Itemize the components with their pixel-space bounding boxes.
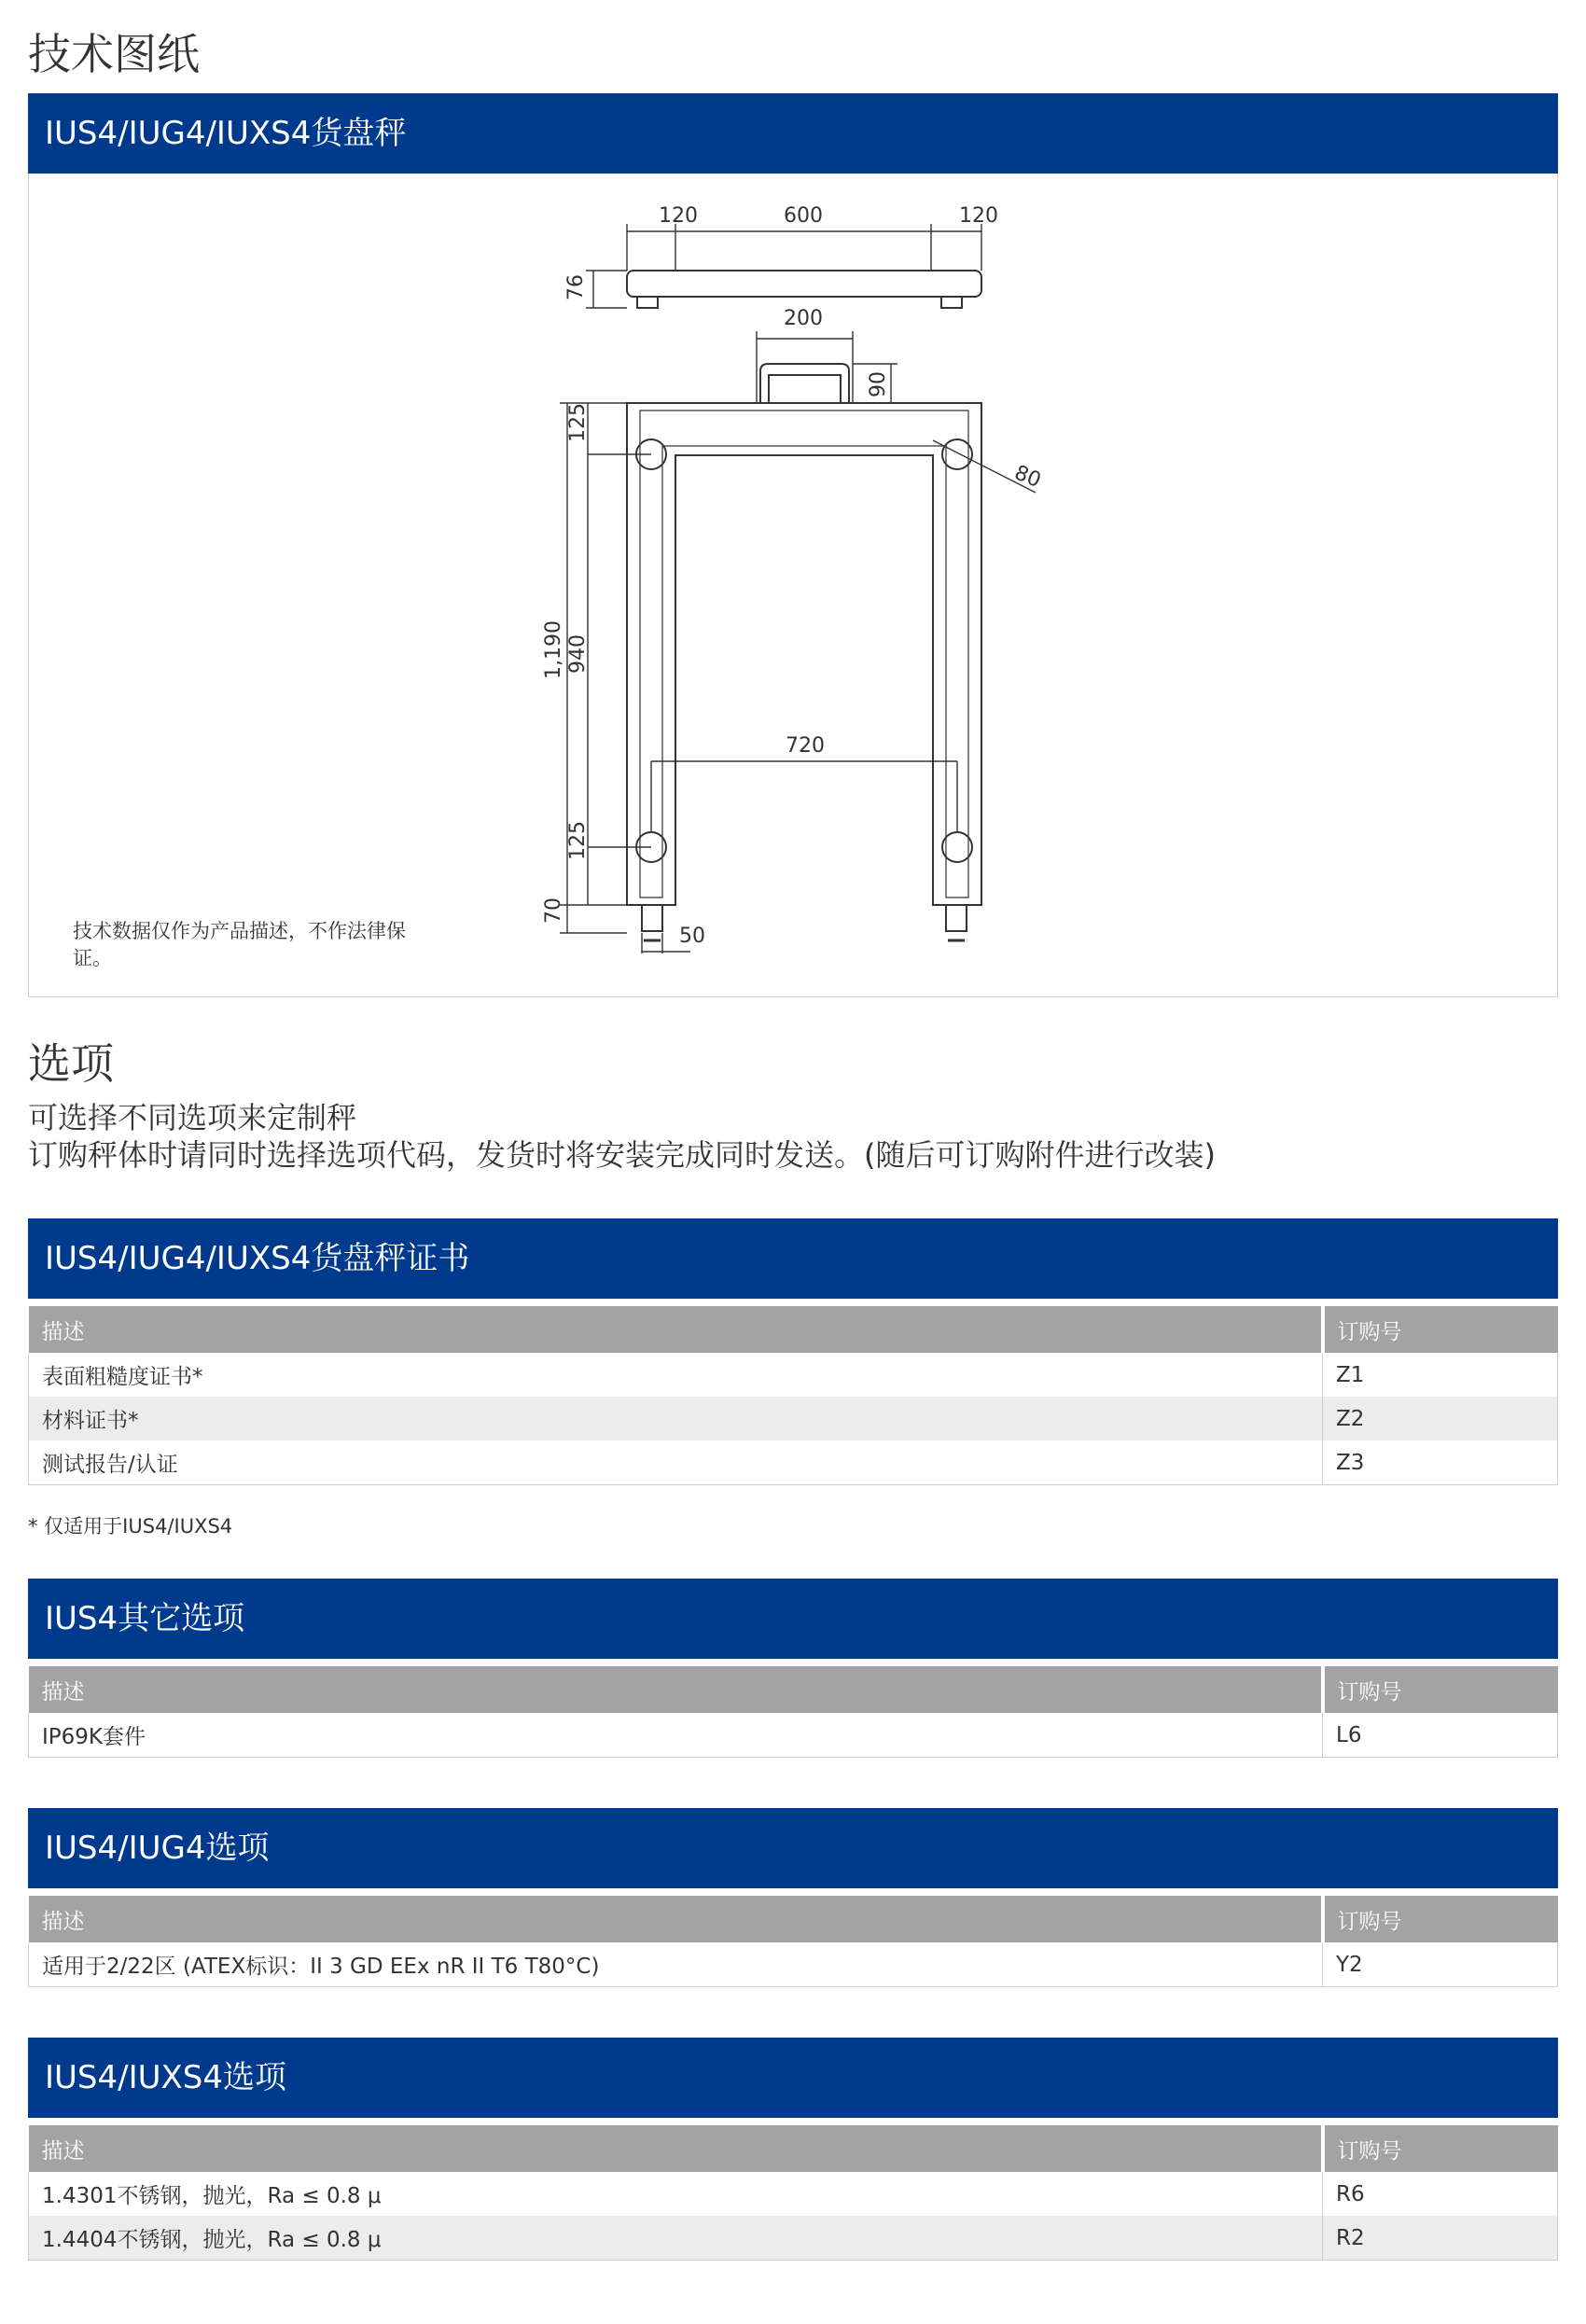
side-view-foot-right xyxy=(941,297,962,308)
column-header-order-no: 订购号 xyxy=(1323,1666,1558,1713)
dim-label-120-left: 120 xyxy=(659,204,698,228)
row-order-code: R6 xyxy=(1323,2172,1558,2216)
wheel-top-right xyxy=(942,439,972,469)
row-description: 表面粗糙度证书* xyxy=(29,1353,1323,1397)
table-header-row xyxy=(29,1306,1558,1353)
side-view-platform xyxy=(627,271,981,297)
drawing-heading: 技术图纸 xyxy=(28,29,200,79)
ius4-options-table xyxy=(28,1666,1558,1758)
options-intro-line1: 可选择不同选项来定制秤 xyxy=(28,1100,357,1135)
row-description: 测试报告/认证 xyxy=(29,1440,1323,1485)
dim-label-125-bottom: 125 xyxy=(566,821,590,860)
table-row xyxy=(29,1942,1558,1987)
dim-label-1190: 1,190 xyxy=(542,620,565,679)
row-description: 材料证书* xyxy=(29,1397,1323,1440)
ius4-options-table-title: IUS4其它选项 xyxy=(28,1579,1558,1659)
dim-label-80: 80 xyxy=(1010,461,1045,494)
table-row xyxy=(29,2172,1558,2216)
foot-left xyxy=(642,905,662,931)
column-header-order-no: 订购号 xyxy=(1323,2125,1558,2172)
dim-label-50: 50 xyxy=(679,925,705,948)
table-header-row xyxy=(29,2125,1558,2172)
drawing-section-title: IUS4/IUG4/IUXS4货盘秤 xyxy=(28,93,1558,174)
column-header-description: 描述 xyxy=(29,1306,1323,1353)
column-header-description: 描述 xyxy=(29,2125,1323,2172)
certificates-table-title: IUS4/IUG4/IUXS4货盘秤证书 xyxy=(28,1218,1558,1299)
row-description: IP69K套件 xyxy=(29,1713,1323,1758)
options-intro-line2: 订购秤体时请同时选择选项代码，发货时将安装完成同时发送。(随后可订购附件进行改装) xyxy=(28,1137,1216,1173)
ius4-iuxs4-options-table xyxy=(28,2125,1558,2261)
foot-right xyxy=(946,905,967,931)
row-description: 适用于2/22区 (ATEX标识：II 3 GD EEx nR II T6 T80°C) xyxy=(29,1942,1323,1987)
row-order-code: Y2 xyxy=(1323,1942,1558,1987)
dim-label-120-right: 120 xyxy=(959,204,998,228)
ius4-iug4-options-table-title: IUS4/IUG4选项 xyxy=(28,1808,1558,1888)
dim-label-200: 200 xyxy=(784,307,823,330)
row-order-code: Z1 xyxy=(1323,1353,1558,1397)
dim-label-76: 76 xyxy=(564,274,588,300)
certificates-table xyxy=(28,1306,1558,1485)
table-header-row xyxy=(29,1896,1558,1942)
ius4-iuxs4-options-table-title: IUS4/IUXS4选项 xyxy=(28,2038,1558,2118)
column-header-order-no: 订购号 xyxy=(1323,1306,1558,1353)
table-row xyxy=(29,1397,1558,1440)
dim-label-70: 70 xyxy=(542,898,565,924)
ius4-iug4-options-table xyxy=(28,1896,1558,1987)
options-heading: 选项 xyxy=(28,1038,114,1089)
row-order-code: R2 xyxy=(1323,2216,1558,2261)
row-order-code: Z2 xyxy=(1323,1397,1558,1440)
table-header-row xyxy=(29,1666,1558,1713)
dim-label-600: 600 xyxy=(784,204,823,228)
handle-outline xyxy=(760,364,849,403)
side-view-foot-left xyxy=(637,297,658,308)
column-header-description: 描述 xyxy=(29,1666,1323,1713)
certificates-footnote: * 仅适用于IUS4/IUXS4 xyxy=(28,1515,233,1538)
table-row xyxy=(29,2216,1558,2261)
row-description: 1.4404不锈钢，抛光，Ra ≤ 0.8 μ xyxy=(29,2216,1323,2261)
dim-label-940: 940 xyxy=(566,634,590,674)
row-order-code: Z3 xyxy=(1323,1440,1558,1485)
table-row xyxy=(29,1440,1558,1485)
wheel-bottom-right xyxy=(942,832,972,862)
dim-label-720: 720 xyxy=(786,734,825,758)
table-row xyxy=(29,1353,1558,1397)
row-description: 1.4301不锈钢，抛光，Ra ≤ 0.8 μ xyxy=(29,2172,1323,2216)
table-row xyxy=(29,1713,1558,1758)
column-header-order-no: 订购号 xyxy=(1323,1896,1558,1942)
dim-label-90: 90 xyxy=(867,371,890,397)
pallet-frame-outer xyxy=(627,403,981,905)
row-order-code: L6 xyxy=(1323,1713,1558,1758)
disclaimer-note: 技术数据仅作为产品描述，不作法律保证。 xyxy=(73,920,406,969)
column-header-description: 描述 xyxy=(29,1896,1323,1942)
technical-drawing xyxy=(0,0,1586,989)
dim-label-125-top: 125 xyxy=(566,403,590,442)
